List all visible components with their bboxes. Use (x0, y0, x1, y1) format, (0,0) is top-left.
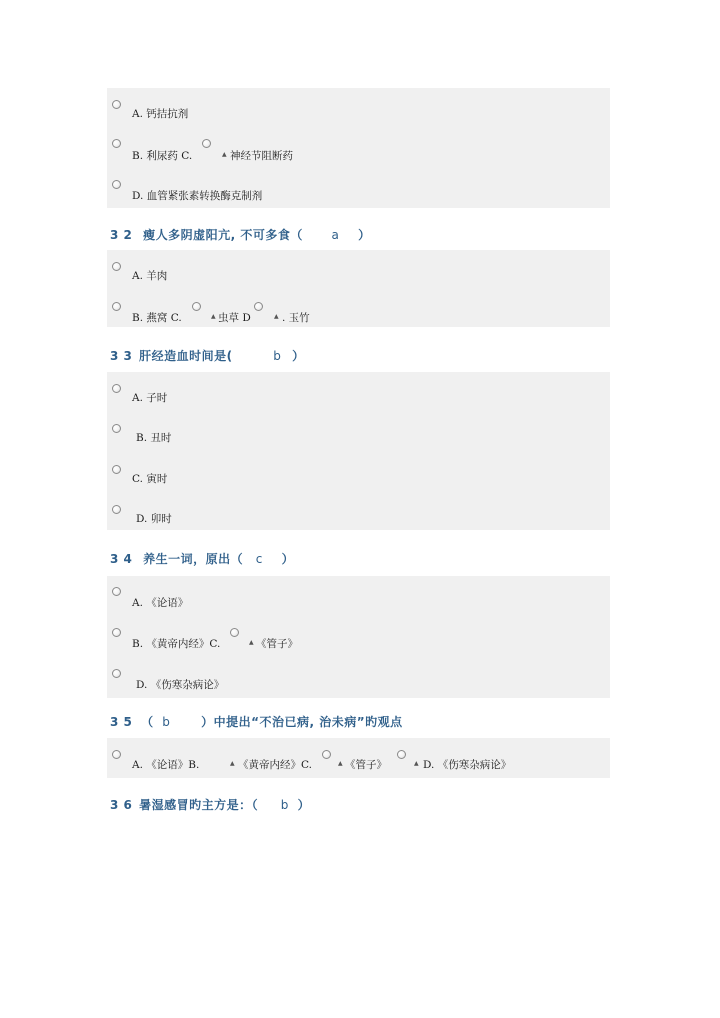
option-b-label: B. 丑时 (136, 432, 172, 444)
question-36 (110, 796, 310, 813)
option-c-label: 《管子》 (345, 759, 387, 771)
q33-options-block (107, 372, 610, 530)
marker-icon: ▲ (230, 760, 235, 767)
question-text: ）中提出“不治已病, 治未病”旳观点 (201, 715, 403, 729)
radio-c[interactable] (202, 139, 211, 148)
question-number: 3 2 (110, 228, 133, 242)
radio-b[interactable] (112, 139, 121, 148)
option-b-label: 《黄帝内经》C. (238, 759, 312, 771)
question-answer: b (162, 715, 171, 729)
radio-d[interactable] (112, 669, 121, 678)
radio-d[interactable] (112, 505, 121, 514)
question-number: 3 3 (110, 349, 133, 363)
question-32 (110, 226, 371, 243)
question-close: ） (292, 349, 305, 363)
marker-icon: ▲ (338, 760, 343, 767)
question-text: 瘦人多阴虚阳亢, 不可多食（ (143, 228, 303, 242)
question-34 (110, 550, 294, 567)
question-text: 暑湿感冒旳主方是：（ (139, 798, 259, 812)
radio-b[interactable] (112, 424, 121, 433)
radio-a[interactable] (112, 750, 121, 759)
question-33 (110, 347, 305, 364)
question-close: ） (281, 552, 295, 566)
question-close: ） (358, 228, 371, 242)
question-35 (110, 713, 403, 730)
question-text: 肝经造血时间是( (139, 349, 233, 363)
question-number: 3 6 (110, 798, 133, 812)
radio-a[interactable] (112, 587, 121, 596)
option-d-label: D. 《伤寒杂病论》 (423, 759, 512, 771)
radio-c[interactable] (112, 465, 121, 474)
question-answer: c (255, 552, 263, 566)
radio-b[interactable] (112, 302, 121, 311)
option-a-label: A. 羊肉 (132, 270, 168, 282)
radio-a[interactable] (112, 100, 121, 109)
radio-b[interactable] (112, 628, 121, 637)
radio-c[interactable] (192, 302, 201, 311)
radio-c[interactable] (230, 628, 239, 637)
question-number: 3 4 (110, 552, 133, 566)
marker-icon: ▲ (414, 760, 419, 767)
marker-icon: ▲ (222, 151, 227, 158)
question-answer: a (331, 228, 340, 242)
marker-icon: ▲ (249, 639, 254, 646)
option-c-label: C. 寅时 (132, 473, 168, 485)
option-a-label: A. 子时 (132, 392, 168, 404)
question-number: 3 5 (110, 715, 133, 729)
question-open: （ (141, 715, 154, 729)
option-a-label: A. 《论语》 (132, 597, 189, 609)
q32-options-block (107, 250, 610, 327)
option-d-label: D. 卯时 (136, 513, 172, 525)
option-d-label: D. 《伤寒杂病论》 (136, 679, 225, 691)
option-b-label: B. 燕窝 C. (132, 312, 182, 324)
option-a-label: A. 钙拮抗剂 (132, 108, 189, 120)
option-b-label: B. 《黄帝内经》C. (132, 638, 221, 650)
question-answer: b (273, 349, 282, 363)
radio-d[interactable] (254, 302, 263, 311)
radio-a[interactable] (112, 384, 121, 393)
radio-c[interactable] (322, 750, 331, 759)
option-c-label: 神经节阻断药 (230, 150, 293, 162)
marker-icon: ▲ (274, 313, 279, 320)
option-c-label: 《管子》 (256, 638, 298, 650)
marker-icon: ▲ (211, 313, 216, 320)
option-d-label: . 玉竹 (282, 312, 310, 324)
radio-d[interactable] (397, 750, 406, 759)
option-c-label: 虫草 D (218, 312, 251, 324)
radio-a[interactable] (112, 262, 121, 271)
radio-d[interactable] (112, 180, 121, 189)
option-a-label: A. 《论语》B. (132, 759, 200, 771)
question-text: 养生一词，原出（ (143, 552, 244, 566)
option-d-label: D. 血管紧张素转换酶克制剂 (132, 190, 263, 202)
question-close: ） (297, 798, 311, 812)
question-answer: b (280, 798, 289, 812)
option-b-label: B. 利尿药 C. (132, 150, 193, 162)
